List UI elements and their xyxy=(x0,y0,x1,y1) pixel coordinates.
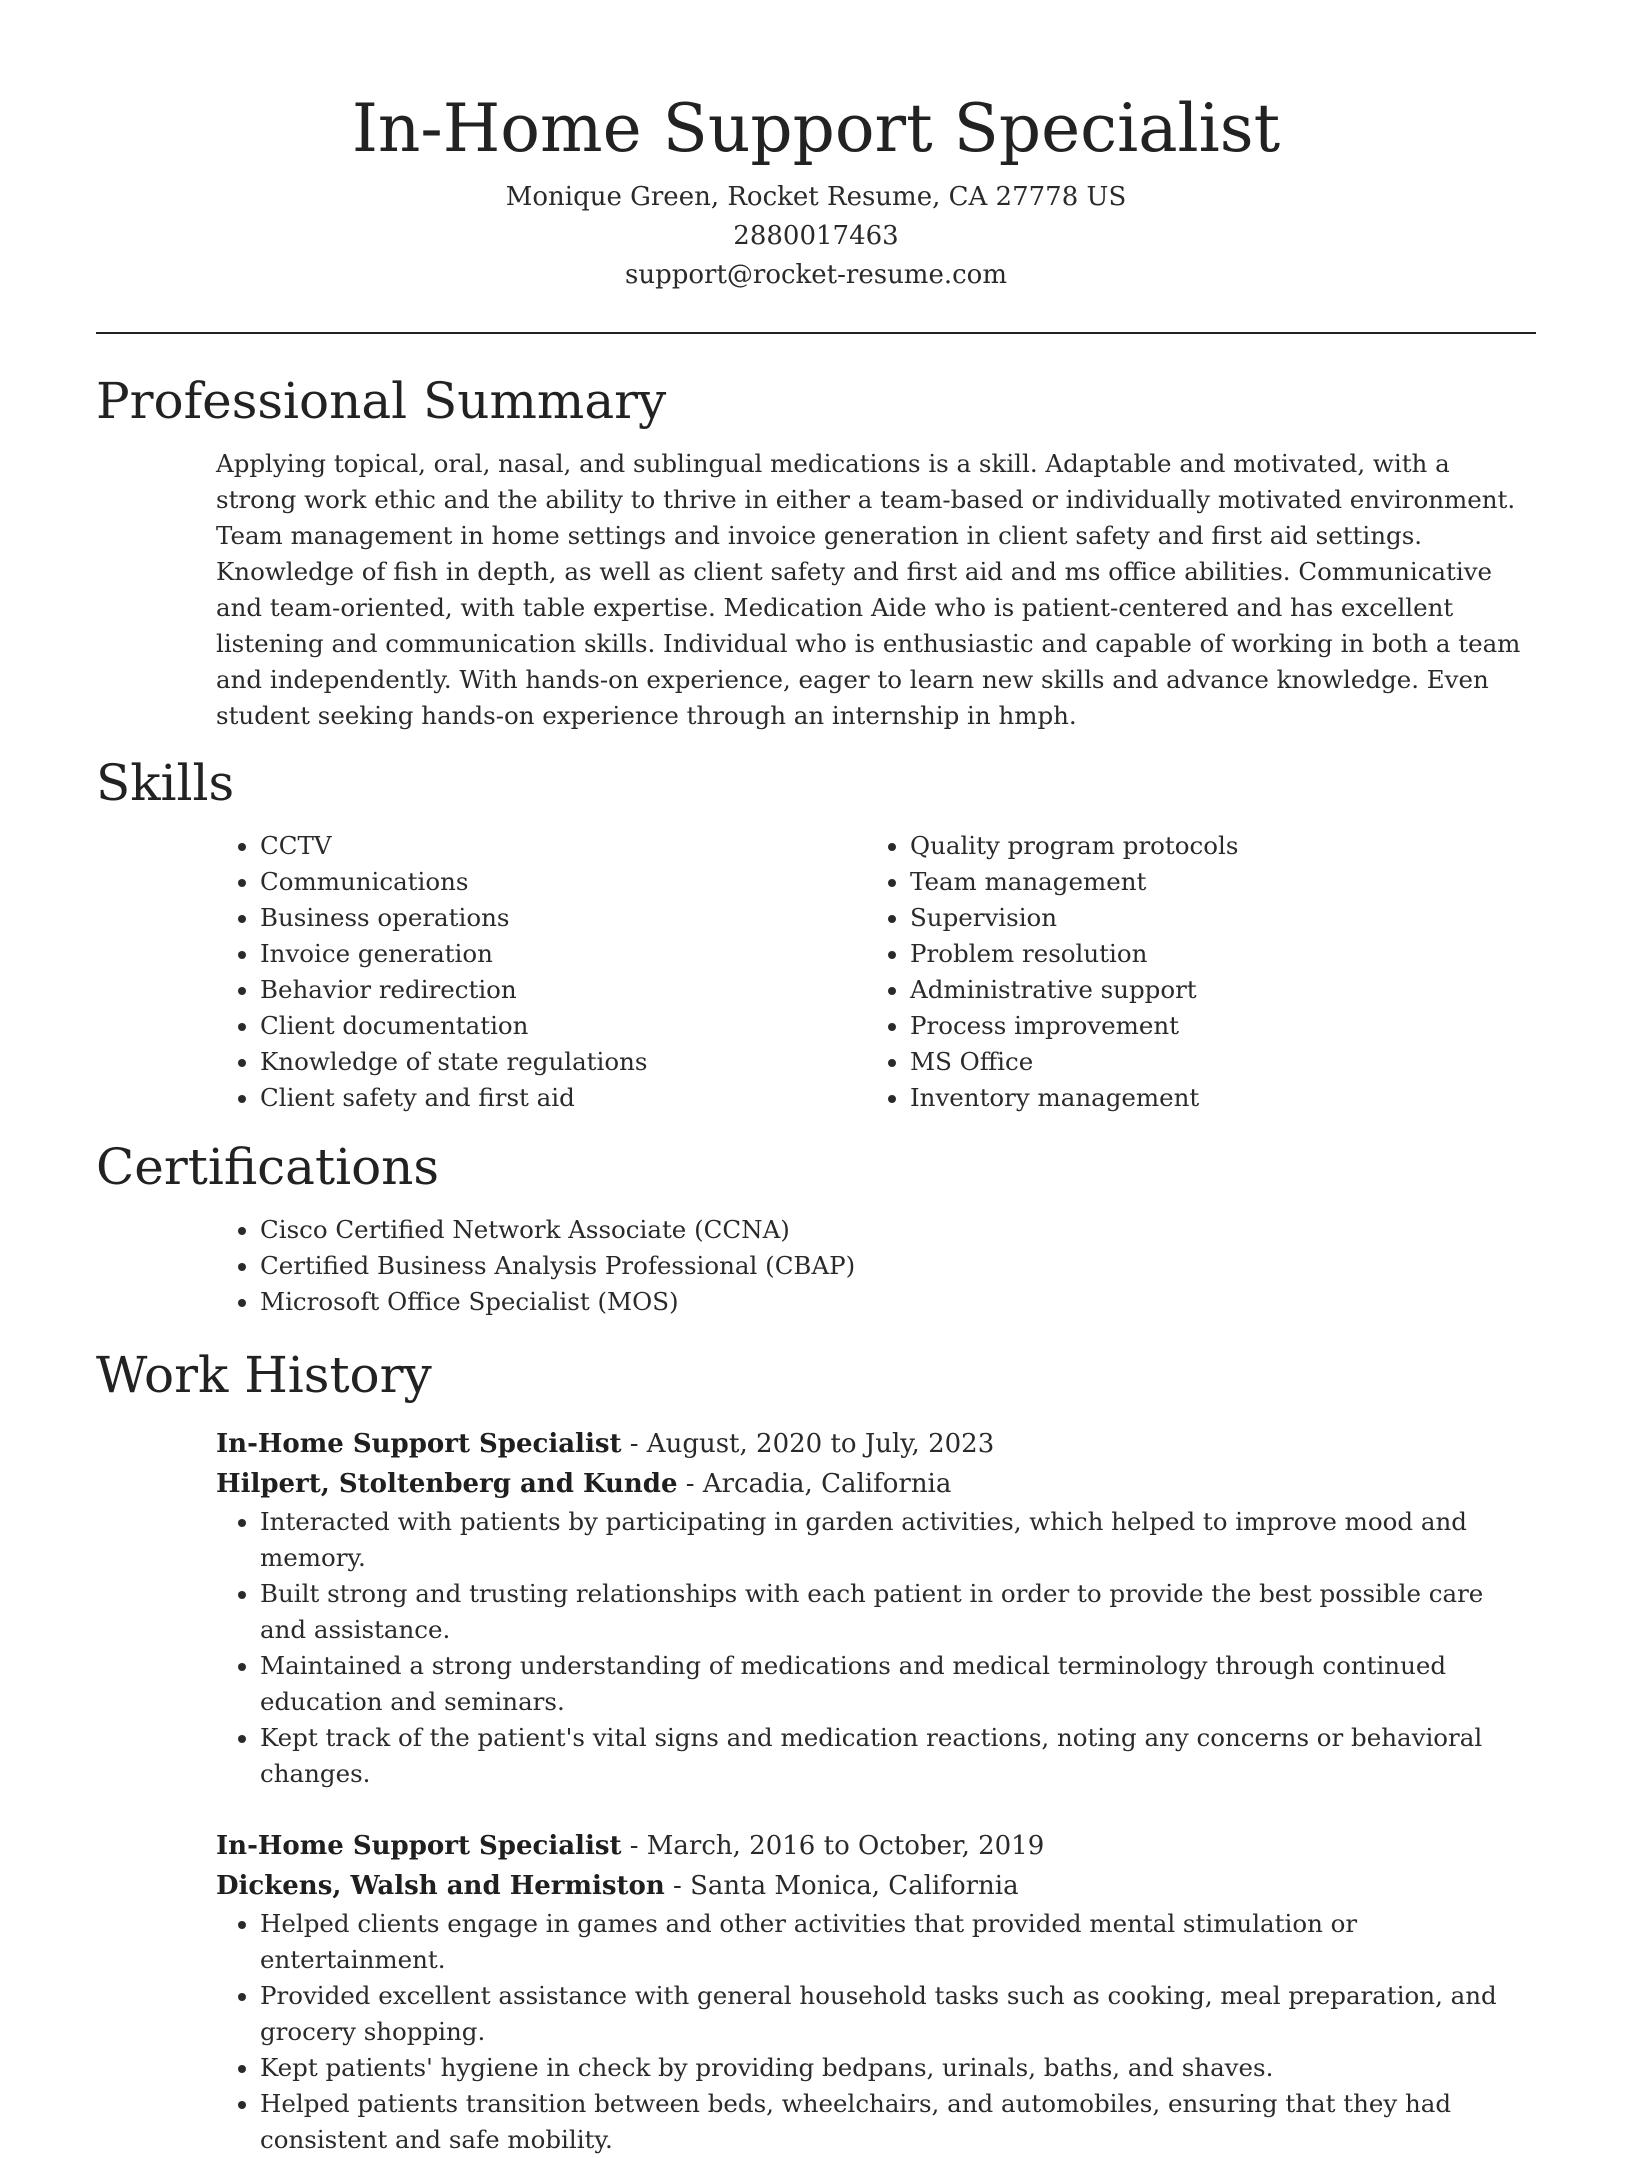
skills-list-left xyxy=(216,828,866,1116)
job-title-line xyxy=(216,1424,1536,1464)
contact-info xyxy=(96,178,1536,295)
job-bullets xyxy=(216,1906,1536,2158)
job-dates: August, 2020 to July, 2023 xyxy=(646,1429,995,1459)
job-bullet: • Maintained a strong understanding of medications and medical terminology through continued education and seminars. xyxy=(260,1648,1536,1720)
job-title: In-Home Support Specialist xyxy=(216,1831,622,1861)
job-entry xyxy=(216,1826,1536,2158)
job-bullet: • Helped clients engage in games and other activities that provided mental stimulation or entertainment. xyxy=(260,1906,1536,1978)
skills-column-left xyxy=(216,828,866,1116)
job-bullets xyxy=(216,1504,1536,1792)
skill-item: • Business operations xyxy=(260,900,866,936)
skill-item: • Process improvement xyxy=(910,1008,1516,1044)
skill-item: • Communications xyxy=(260,864,866,900)
job-bullet: • Provided excellent assistance with general household tasks such as cooking, meal preparation, and grocery shopping. xyxy=(260,1978,1536,2050)
resume-header xyxy=(96,0,1536,295)
skills-list-right xyxy=(866,828,1516,1116)
certifications-bullets xyxy=(216,1212,1536,1320)
skill-item: • Client safety and first aid xyxy=(260,1080,866,1116)
skill-item: • Problem resolution xyxy=(910,936,1516,972)
separator: - xyxy=(629,1831,647,1861)
contact-phone: 2880017463 xyxy=(733,221,899,251)
job-entry xyxy=(216,1424,1536,1792)
job-bullet: • Kept track of the patient's vital signs and medication reactions, noting any concerns or behavioral changes. xyxy=(260,1720,1536,1792)
job-bullet: • Built strong and trusting relationships with each patient in order to provide the best possible care and assistance. xyxy=(260,1576,1536,1648)
job-title-line xyxy=(216,1826,1536,1866)
job-dates: March, 2016 to October, 2019 xyxy=(646,1831,1045,1861)
summary-heading: Professional Summary xyxy=(96,372,667,430)
job-company: Hilpert, Stoltenberg and Kunde xyxy=(216,1469,678,1499)
job-bullet: • Helped patients transition between beds, wheelchairs, and automobiles, ensuring that they had consistent and safe mobility. xyxy=(260,2086,1536,2158)
skill-item: • Behavior redirection xyxy=(260,972,866,1008)
header-divider xyxy=(96,332,1536,334)
job-location: Santa Monica, California xyxy=(690,1871,1019,1901)
job-bullet: • Kept patients' hygiene in check by providing bedpans, urinals, baths, and shaves. xyxy=(260,2050,1536,2086)
skill-item: • Supervision xyxy=(910,900,1516,936)
job-location: Arcadia, California xyxy=(702,1469,952,1499)
skill-item: • Knowledge of state regulations xyxy=(260,1044,866,1080)
skill-item: • CCTV xyxy=(260,828,866,864)
certification-item: • Cisco Certified Network Associate (CCNA) xyxy=(260,1212,1536,1248)
job-company: Dickens, Walsh and Hermiston xyxy=(216,1871,665,1901)
skill-item: • Quality program protocols xyxy=(910,828,1516,864)
certifications-heading: Certifications xyxy=(96,1138,440,1196)
skill-item: • Administrative support xyxy=(910,972,1516,1008)
contact-email: support@rocket-resume.com xyxy=(624,260,1007,290)
work-history-heading: Work History xyxy=(96,1346,432,1404)
skills-grid xyxy=(216,828,1536,1116)
job-bullet: • Interacted with patients by participating in garden activities, which helped to improve mood and memory. xyxy=(260,1504,1536,1576)
certification-item: • Microsoft Office Specialist (MOS) xyxy=(260,1284,1536,1320)
separator: - xyxy=(685,1469,703,1499)
certifications-list xyxy=(216,1212,1536,1320)
separator: - xyxy=(629,1429,647,1459)
job-company-line xyxy=(216,1464,1536,1504)
skills-heading: Skills xyxy=(96,754,235,812)
job-company-line xyxy=(216,1866,1536,1906)
skill-item: • Client documentation xyxy=(260,1008,866,1044)
certification-item: • Certified Business Analysis Professional (CBAP) xyxy=(260,1248,1536,1284)
skill-item: • MS Office xyxy=(910,1044,1516,1080)
resume-page xyxy=(96,0,1536,2158)
job-title: In-Home Support Specialist xyxy=(216,1429,622,1459)
summary-text: Applying topical, oral, nasal, and sublingual medications is a skill. Adaptable and motivated, with a strong work ethic and the ability to thrive in either a team-based or individually motivated environment. Team management in home settings and invoice generation in client safety and first aid settings. Knowledge of fish in depth, as well as client safety and first aid and ms office abilities. Communicative and team-oriented, with table expertise. Medication Aide who is patient-centered and has excellent listening and communication skills. Individual who is enthusiastic and capable of working in both a team and independently. With hands-on experience, eager to learn new skills and advance knowledge. Even student seeking hands-on experience through an internship in hmph. xyxy=(216,449,1521,730)
skills-column-right xyxy=(866,828,1516,1116)
contact-address: Monique Green, Rocket Resume, CA 27778 US xyxy=(505,182,1127,212)
skill-item: • Inventory management xyxy=(910,1080,1516,1116)
separator: - xyxy=(673,1871,691,1901)
skill-item: • Team management xyxy=(910,864,1516,900)
skill-item: • Invoice generation xyxy=(260,936,866,972)
resume-title: In-Home Support Specialist xyxy=(351,90,1281,167)
